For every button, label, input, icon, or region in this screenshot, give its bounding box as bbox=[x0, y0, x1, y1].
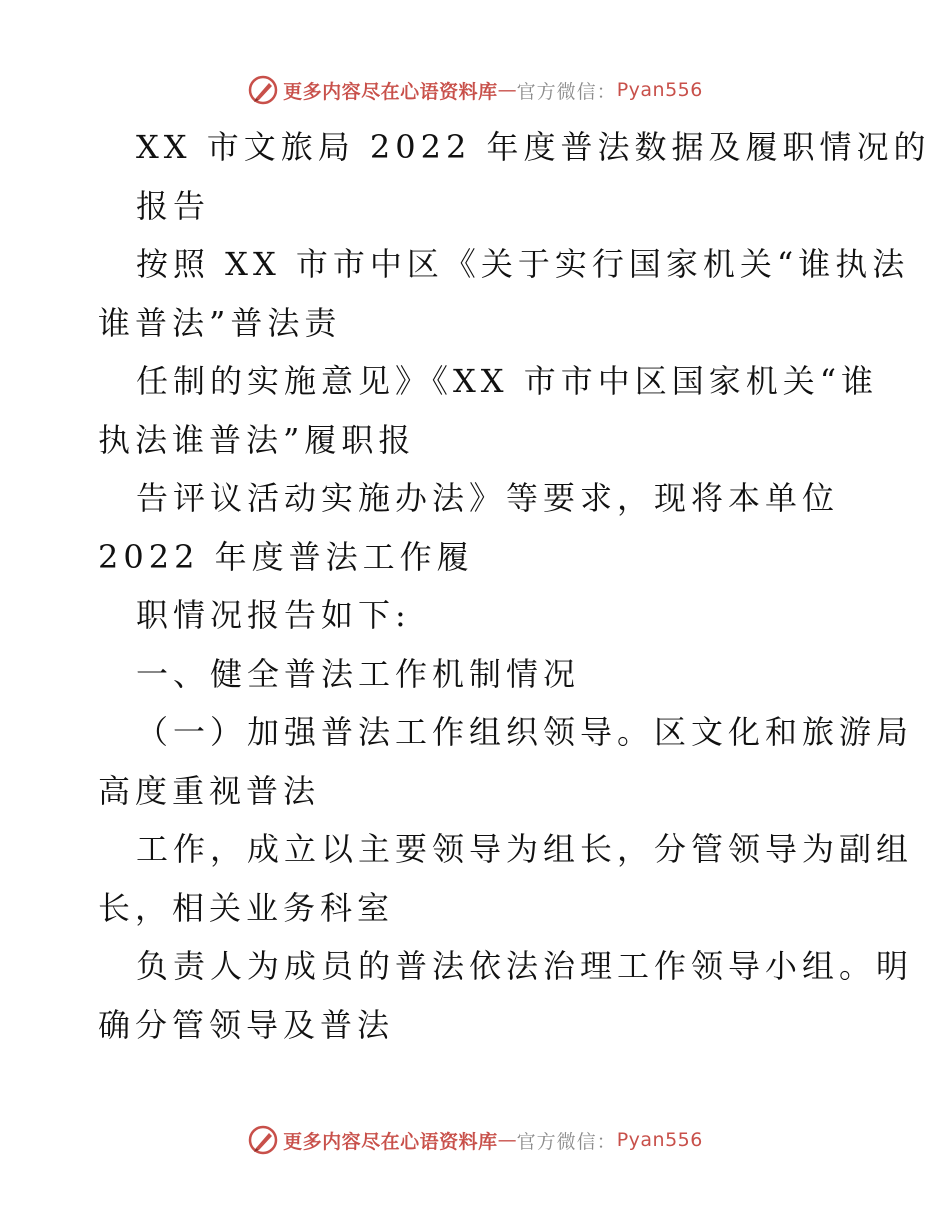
doc-line: 执法谁普法”履职报 bbox=[98, 420, 416, 459]
watermark-banner-top bbox=[0, 70, 950, 110]
quill-pen-circle-icon bbox=[247, 74, 279, 106]
doc-line: 职情况报告如下: bbox=[136, 596, 411, 634]
doc-line: 工作，成立以主要领导为组长，分管领导为副组 bbox=[136, 830, 914, 868]
watermark-main-text: 更多内容尽在心语资料库 bbox=[283, 1130, 498, 1153]
watermark-wechat-id: Pyan556 bbox=[616, 1129, 703, 1151]
document-body bbox=[98, 118, 931, 1054]
watermark-sub-text: 官方微信： bbox=[516, 80, 617, 103]
watermark-main-text: 更多内容尽在心语资料库 bbox=[283, 80, 498, 103]
doc-line: 高度重视普法 bbox=[98, 771, 321, 810]
doc-line: （一）加强普法工作组织领导。区文化和旅游局 bbox=[136, 713, 914, 751]
doc-line: 按照 XX 市市中区《关于实行国家机关“谁执法 bbox=[136, 245, 910, 283]
doc-line: 长，相关业务科室 bbox=[98, 888, 395, 927]
watermark-separator: — bbox=[497, 79, 517, 101]
doc-line: 告评议活动实施办法》等要求，现将本单位 bbox=[136, 479, 840, 517]
doc-line: 任制的实施意见》《XX 市市中区国家机关“谁 bbox=[136, 362, 879, 400]
watermark-sub-text: 官方微信： bbox=[516, 1130, 617, 1153]
doc-line: 报告 bbox=[136, 186, 211, 225]
doc-line: 谁普法”普法责 bbox=[98, 303, 342, 342]
doc-line: 负责人为成员的普法依法治理工作领导小组。明 bbox=[136, 947, 914, 985]
doc-line: XX 市文旅局 2022 年度普法数据及履职情况的 bbox=[136, 128, 931, 166]
section-heading: 一、健全普法工作机制情况 bbox=[136, 654, 581, 693]
watermark-wechat-id: Pyan556 bbox=[616, 79, 703, 101]
doc-line: 2022 年度普法工作履 bbox=[98, 537, 474, 576]
watermark-separator: — bbox=[497, 1129, 517, 1151]
watermark-banner-bottom bbox=[0, 1120, 950, 1160]
quill-pen-circle-icon bbox=[247, 1124, 279, 1156]
doc-line: 确分管领导及普法 bbox=[98, 1005, 395, 1044]
